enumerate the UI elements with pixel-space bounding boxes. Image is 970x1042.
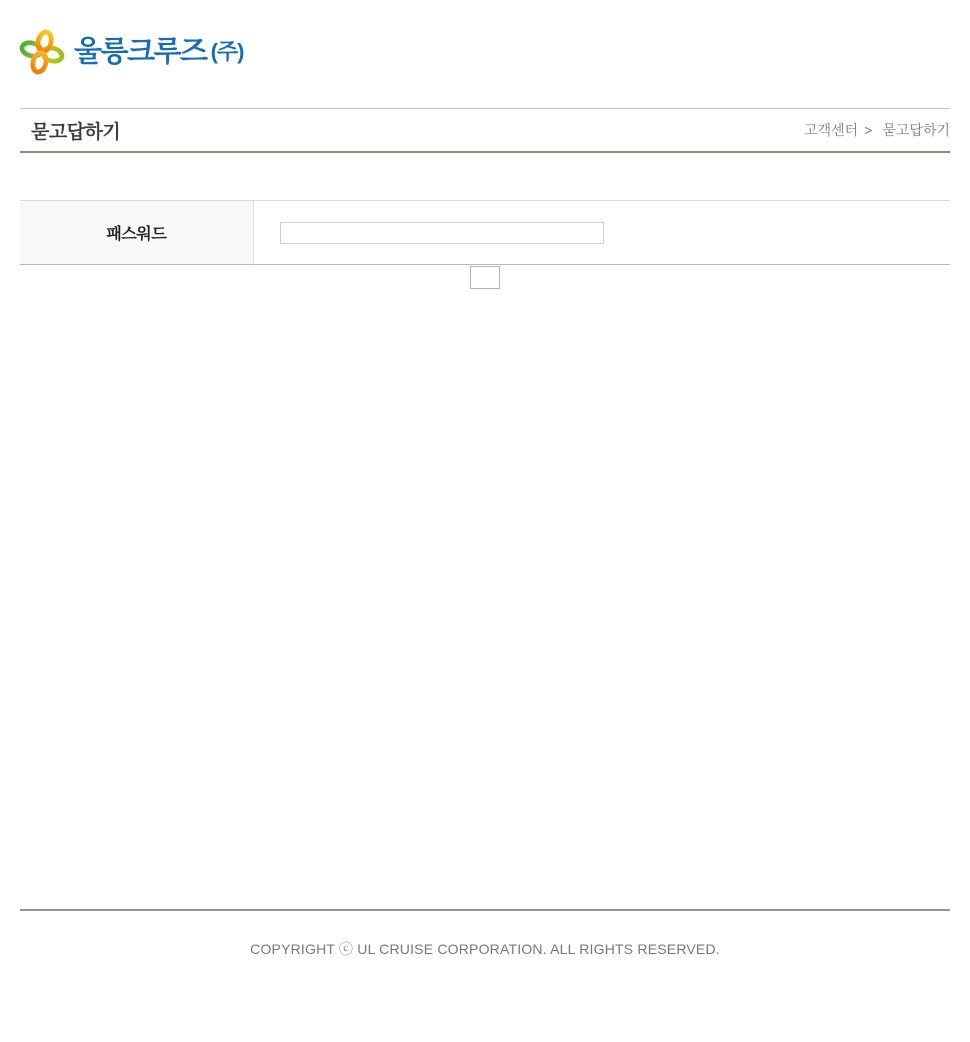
copyright-text: COPYRIGHT ⓒ UL CRUISE CORPORATION. ALL RIGHTS RESERVED. <box>250 941 720 957</box>
password-input[interactable] <box>280 222 604 244</box>
logo-flower-icon <box>19 26 65 78</box>
breadcrumb-current[interactable]: 묻고답하기 <box>882 122 950 138</box>
button-row <box>20 266 950 293</box>
logo[interactable] <box>19 26 243 78</box>
table-row <box>20 201 950 265</box>
page-title-bar <box>20 108 950 153</box>
password-cell <box>253 201 950 265</box>
site-header <box>0 0 970 108</box>
breadcrumb <box>804 120 950 140</box>
breadcrumb-parent[interactable]: 고객센터 <box>804 122 859 138</box>
logo-text-suffix: (주) <box>210 39 244 64</box>
logo-text: 울릉크루즈 <box>74 35 207 68</box>
password-label: 패스워드 <box>20 201 253 265</box>
submit-button[interactable] <box>470 266 500 289</box>
site-footer <box>20 909 950 959</box>
password-form-table <box>20 200 950 265</box>
page-title: 묻고답하기 <box>31 121 121 143</box>
breadcrumb-separator-icon: > <box>864 122 873 138</box>
main-content <box>20 200 950 293</box>
